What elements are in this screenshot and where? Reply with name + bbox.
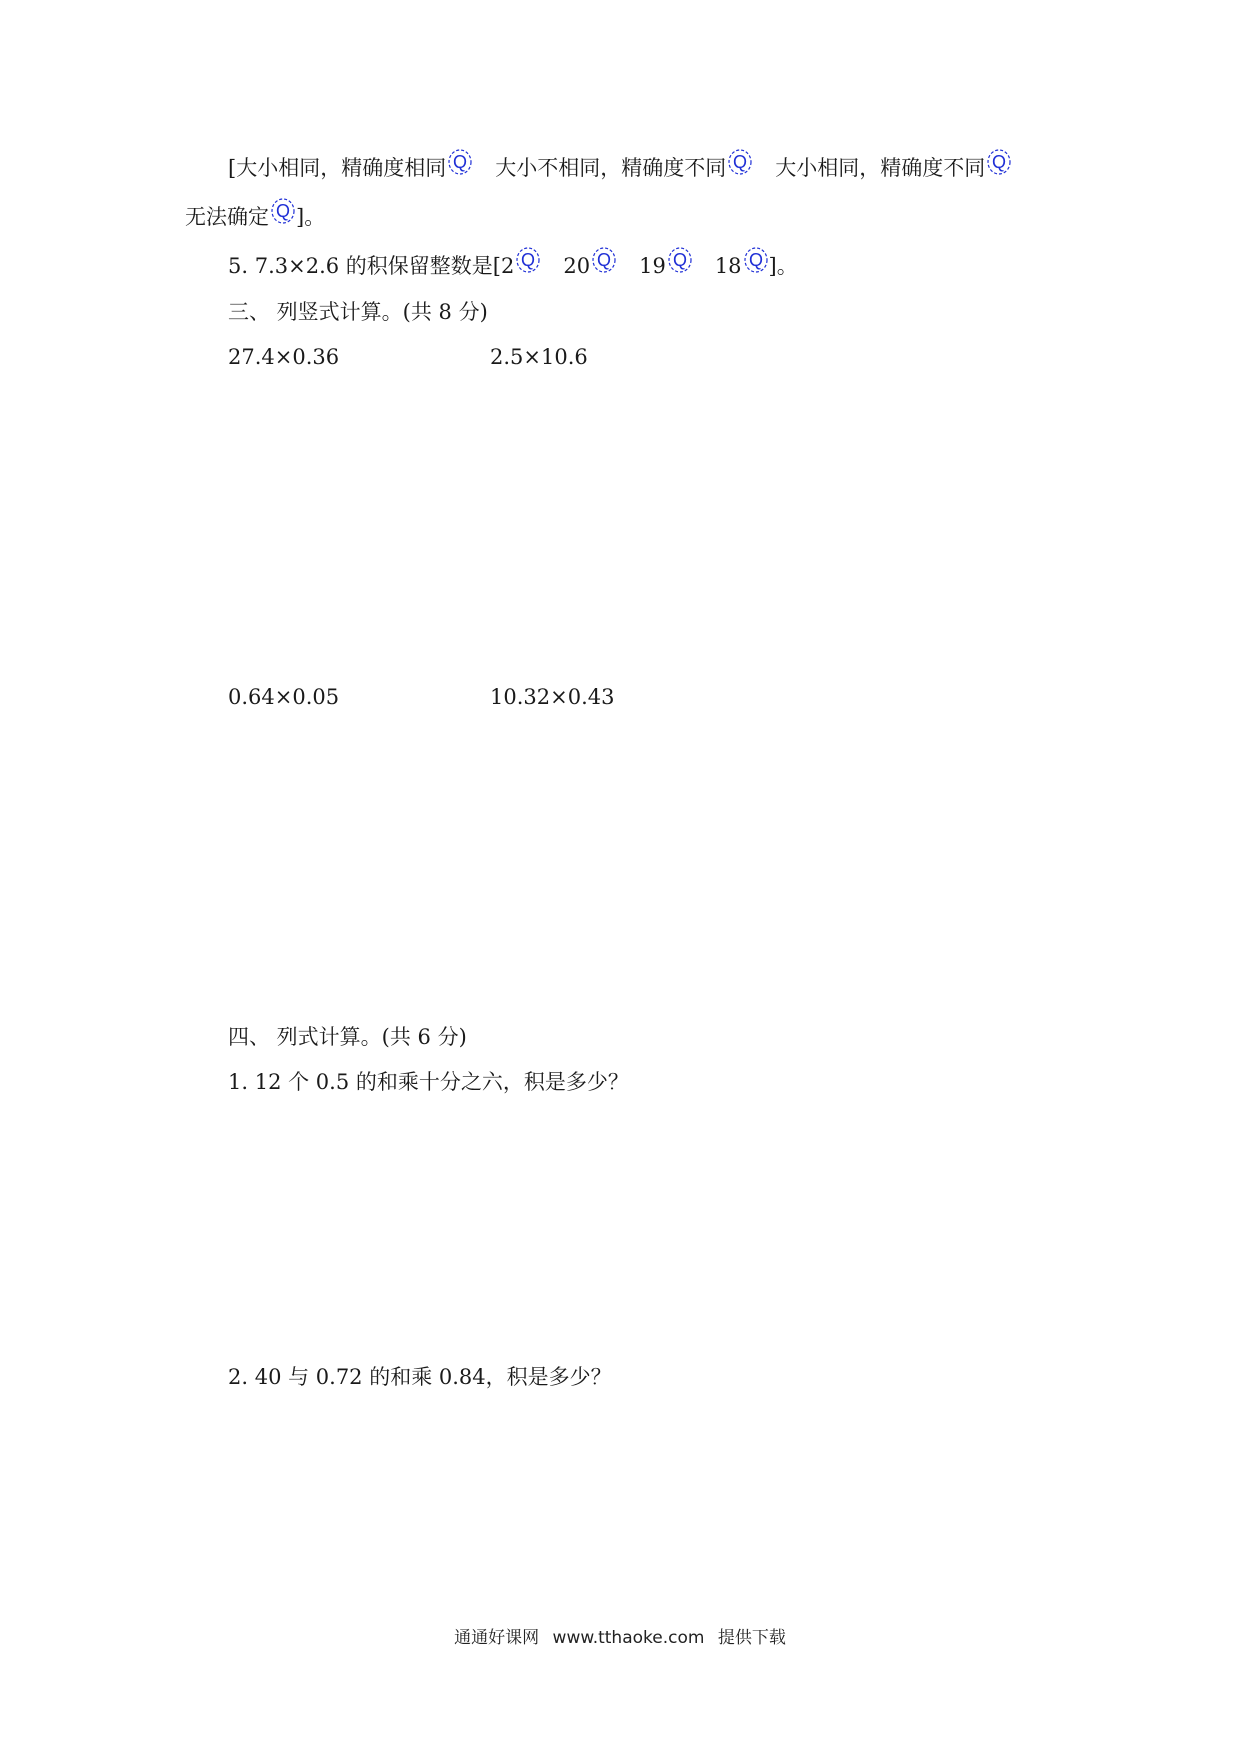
problem-3: 0.64×0.05 [228,685,340,709]
choice-circle-icon[interactable] [447,153,473,179]
q5-option-d: 18 [714,254,742,278]
page-footer [0,1626,1240,1650]
svg-text:Q: Q [733,152,748,172]
bracket-close: ]。 [768,254,798,278]
q4-option-b: 大小不相同，精确度不同 [495,156,727,180]
section-4-question-2: 2. 40 与 0.72 的和乘 0.84，积是多少？ [228,1365,612,1389]
q4-option-d: 无法确定 [185,205,269,229]
q4-options-line-1 [228,153,1012,183]
q4-option-c: 大小相同，精确度不同 [775,156,986,180]
svg-text:Q: Q [992,152,1007,172]
q5-option-c: 19 [639,254,666,278]
bracket-open: [ [228,156,237,180]
footer-suffix: 提供下载 [717,1628,786,1648]
q4-option-a: 大小相同，精确度相同 [236,156,447,180]
q5-option-b: 20 [563,254,591,278]
footer-site-name: 通通好课网 [454,1628,540,1648]
section-4-question-1: 1. 12 个 0.5 的和乘十分之六，积是多少？ [228,1070,629,1094]
footer-url[interactable]: www.tthaoke.com [552,1628,705,1648]
problem-1: 27.4×0.36 [228,345,340,369]
section-4-title: 四、 列式计算。(共 6 分) [228,1025,467,1049]
choice-circle-icon[interactable] [270,202,296,228]
choice-circle-icon[interactable] [591,251,617,277]
choice-circle-icon[interactable] [515,251,541,277]
svg-text:Q: Q [521,250,536,270]
choice-circle-icon[interactable] [667,251,693,277]
section-3-title: 三、 列竖式计算。(共 8 分) [228,300,488,324]
q4-options-line-2 [185,202,325,232]
svg-text:Q: Q [453,152,468,172]
q5-line [228,251,798,281]
svg-text:Q: Q [672,250,687,270]
problem-2: 2.5×10.6 [490,345,588,369]
choice-circle-icon[interactable] [986,153,1012,179]
problem-4: 10.32×0.43 [490,685,615,709]
svg-text:Q: Q [597,250,612,270]
svg-text:Q: Q [276,201,291,221]
svg-text:Q: Q [748,250,763,270]
choice-circle-icon[interactable] [743,251,769,277]
bracket-close: ]。 [296,205,326,229]
q5-stem: 5. 7.3×2.6 的积保留整数是[ [228,254,501,278]
choice-circle-icon[interactable] [727,153,753,179]
q5-option-a: 2 [500,254,515,278]
